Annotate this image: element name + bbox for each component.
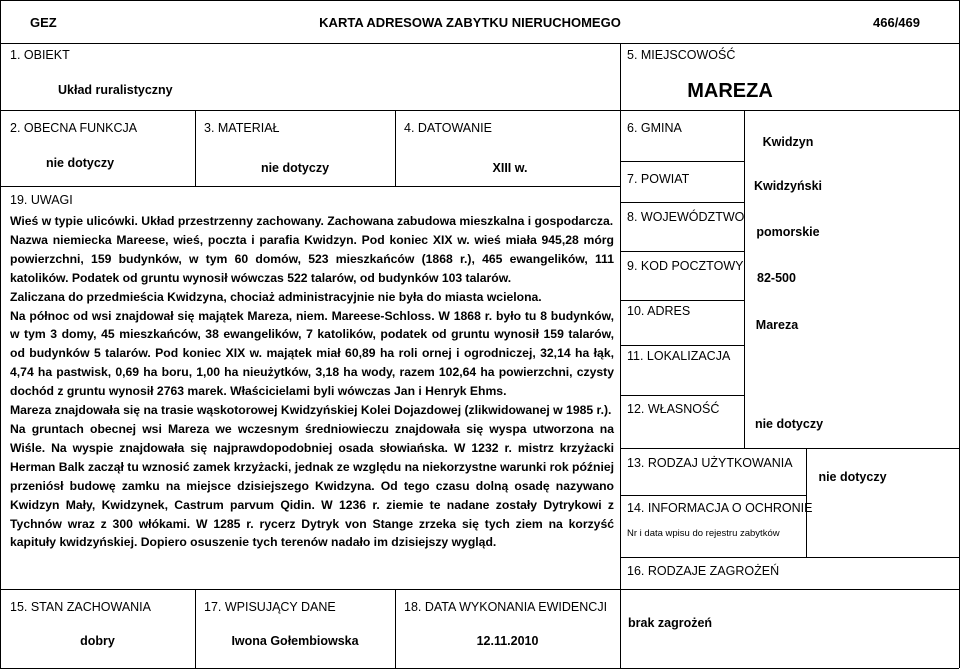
border-left bbox=[0, 0, 1, 668]
divider-footer bbox=[0, 589, 959, 590]
gmina-label: 6. GMINA bbox=[627, 121, 682, 135]
obiekt-label: 1. OBIEKT bbox=[10, 48, 70, 62]
wpisujacy-label: 17. WPISUJĄCY DANE bbox=[204, 600, 336, 614]
powiat-label: 7. POWIAT bbox=[627, 172, 690, 186]
adres-value: Mareza bbox=[755, 318, 799, 332]
divider-wojewodztwo bbox=[620, 251, 744, 252]
divider-right-column bbox=[620, 43, 621, 668]
uwagi-paragraph: Na gruntach obecnej wsi Mareza we wczesnym średniowieczu znajdowała się wyspa utworzona na Wiśle. Na wyspie znajdowała się najprawdopodobniej osada słowiańska. W 1232 r. mistrz krzyżacki Herman Balk zaczął tu wznosić zamek krzyżacki, jednak ze względu na niekorzystne warunki rok później przeniósł budowę zamku na miejsce dzisiejszego Kwidzyna. Od tego czasu dolną osadę nazywano Kwidzyn Mały, Kwidzynek, Castrum parvum Qidin. W 1236 r. ziemie te nadane zostały Dytrykowi z Tychnów wraz z 300 włókami. W 1285 r. rycerz Dytryk von Stange zrzeka się tych ziem na korzyść kapituły kwidzyńskiej. Dopiero osuszenie tych terenów nadało im dzisiejszy wygląd. bbox=[10, 421, 614, 550]
divider-powiat bbox=[620, 202, 744, 203]
obiekt-value: Układ ruralistyczny bbox=[58, 83, 173, 97]
divider-material-datowanie bbox=[395, 110, 396, 186]
kod-label: 9. KOD POCZTOWY bbox=[627, 259, 744, 273]
powiat-value: Kwidzyński bbox=[753, 179, 823, 193]
uzytkowanie-label: 13. RODZAJ UŻYTKOWANIA bbox=[627, 456, 793, 470]
uwagi-paragraph: Nazwa niemiecka Mareese, wieś, poczta i parafia Kwidzyn. Pod koniec XIX w. wieś miała 945,28 mórg powierzchni, 159 budynków, w tym 60 domów, 523 mieszkańców (1868 r.), 465 ewangelików, 111 katolików. Podatek od gruntu wynosił wówczas 522 talarów, od budynków 103 talarów. bbox=[10, 232, 614, 285]
material-label: 3. MATERIAŁ bbox=[204, 121, 280, 135]
adres-label: 10. ADRES bbox=[627, 304, 691, 318]
lokalizacja-label: 11. LOKALIZACJA bbox=[627, 349, 731, 363]
wlasnosc-value: nie dotyczy bbox=[754, 417, 824, 431]
divider-stan-wpisujacy bbox=[195, 589, 196, 668]
uwagi-paragraph: Zaliczana do przedmieścia Kwidzyna, chociaż administracyjnie nie była do miasta wcielona. bbox=[10, 289, 542, 304]
divider-adres bbox=[620, 345, 744, 346]
data-wykonania-value: 12.11.2010 bbox=[476, 634, 539, 648]
material-value: nie dotyczy bbox=[260, 161, 330, 175]
stan-label: 15. STAN ZACHOWANIA bbox=[10, 600, 151, 614]
uwagi-paragraph: Mareza znajdowała się na trasie wąskotorowej Kwidzyńskiej Kolei Dojazdowej (zlikwidowanej w 1985 r.). bbox=[10, 403, 612, 418]
stan-value: dobry bbox=[80, 634, 115, 648]
datowanie-label: 4. DATOWANIE bbox=[404, 121, 492, 135]
zagrozenie-label: 16. RODZAJE ZAGROŻEŃ bbox=[627, 564, 780, 578]
miejscowosc-label: 5. MIEJSCOWOŚĆ bbox=[627, 48, 736, 62]
wlasnosc-label: 12. WŁASNOŚĆ bbox=[627, 402, 720, 416]
gmina-value: Kwidzyn bbox=[762, 135, 814, 149]
uwagi-text bbox=[10, 212, 614, 552]
wojewodztwo-label: 8. WOJEWÓDZTWO bbox=[627, 210, 745, 224]
divider-informacja bbox=[620, 557, 959, 558]
funkcja-label: 2. OBECNA FUNKCJA bbox=[10, 121, 138, 135]
informacja-label: 14. INFORMACJA O OCHRONIE bbox=[627, 501, 813, 515]
divider-header bbox=[0, 43, 959, 44]
data-wykonania-label: 18. DATA WYKONANIA EWIDENCJI bbox=[404, 600, 608, 614]
divider-wpisujacy-data bbox=[395, 589, 396, 668]
divider-obiekt bbox=[0, 110, 959, 111]
zagrozenie-value: brak zagrożeń bbox=[628, 616, 713, 630]
miejscowosc-value: MAREZA bbox=[687, 80, 773, 102]
wpisujacy-value: Iwona Gołembiowska bbox=[231, 634, 359, 648]
divider-lokalizacja bbox=[620, 395, 744, 396]
wojewodztwo-value: pomorskie bbox=[756, 225, 820, 239]
border-top bbox=[0, 0, 959, 1]
funkcja-value: nie dotyczy bbox=[45, 156, 115, 170]
card-title: KARTA ADRESOWA ZABYTKU NIERUCHOMEGO bbox=[319, 15, 621, 30]
divider-gmina bbox=[620, 161, 744, 162]
card-number: 466/469 bbox=[873, 15, 920, 30]
informacja-value: Nr i data wpisu do rejestru zabytków bbox=[627, 528, 780, 539]
kod-value: 82-500 bbox=[757, 271, 796, 285]
uwagi-paragraph: Wieś w typie ulicówki. Układ przestrzenny zachowany. Zachowana zabudowa mieszkalna i gospodarcza. bbox=[10, 214, 614, 228]
divider-wlasnosc bbox=[620, 448, 959, 449]
uzytkowanie-value: nie dotyczy bbox=[818, 470, 887, 484]
divider-funkcja bbox=[0, 186, 620, 187]
uwagi-paragraph: Na północ od wsi znajdował się majątek Mareza, niem. Mareese-Schloss. W 1868 r. było tu 8 budynków, w tym 3 domy, 45 mieszkańców, 38 ewangelików, 7 katolików, podatek od gruntu wynosił 159 talarów, od budynków 5 talarów. Pod koniec XIX w. majątek miał 60,89 ha roli ornej i ogrodniczej, 32,14 ha łąk, 4,74 ha pastwisk, 0,69 ha boru, 1,00 ha nieużytków, 3,18 ha wody, razem 102,64 ha powierzchni, czysty dochód z gruntu wynosił 2763 marek. Właścicielami byli wówczas Jan i Henryk Ehms. bbox=[10, 308, 614, 399]
uwagi-label: 19. UWAGI bbox=[10, 193, 73, 207]
divider-kod bbox=[620, 300, 744, 301]
card-code: GEZ bbox=[30, 15, 57, 30]
divider-uzytkowanie bbox=[620, 495, 806, 496]
datowanie-value: XIII w. bbox=[492, 161, 528, 175]
